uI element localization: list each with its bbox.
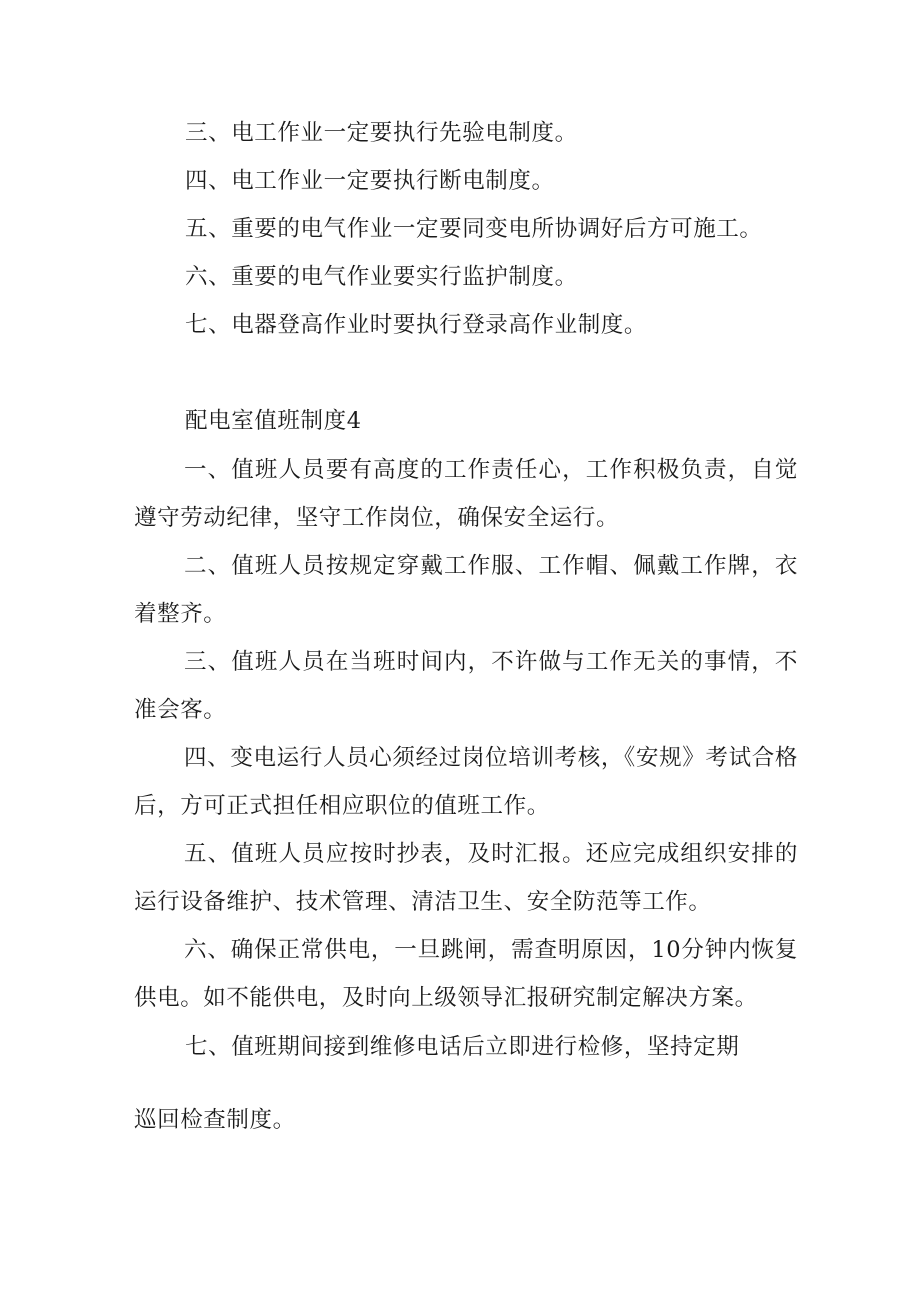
- previous-item-4: 四、电工作业一定要执行断电制度。: [185, 168, 555, 194]
- previous-item-5: 五、重要的电气作业一定要同变电所协调好后方可施工。: [185, 216, 763, 242]
- rule-paragraph-4: 四、变电运行人员心须经过岗位培训考核，《安规》考试合格后，方可正式担任相应职位的值班工作。: [134, 745, 798, 819]
- rule-paragraph-6: 六、确保正常供电，一旦跳闸，需查明原因，10分钟内恢复供电。如不能供电，及时向上级领导汇报研究制定解决方案。: [134, 937, 798, 1011]
- rule-paragraph-2: 二、值班人员按规定穿戴工作服、工作帽、佩戴工作牌，衣着整齐。: [134, 553, 798, 627]
- rule-paragraph-7-line2: 巡回检查制度。: [134, 1107, 296, 1133]
- rule-paragraph-5: 五、值班人员应按时抄表，及时汇报。还应完成组织安排的运行设备维护、技术管理、清洁卫生、安全防范等工作。: [134, 841, 798, 915]
- rule-paragraph-1: 一、值班人员要有高度的工作责任心，工作积极负责，自觉遵守劳动纪律，坚守工作岗位，确保安全运行。: [134, 457, 798, 531]
- previous-item-6: 六、重要的电气作业要实行监护制度。: [185, 264, 578, 290]
- previous-item-3: 三、电工作业一定要执行先验电制度。: [185, 120, 578, 146]
- rule-paragraph-7-line1: 七、值班期间接到维修电话后立即进行检修，坚持定期: [185, 1034, 740, 1060]
- section-title: 配电室值班制度4: [185, 408, 362, 434]
- rule-paragraph-3: 三、值班人员在当班时间内，不许做与工作无关的事情，不准会客。: [134, 649, 798, 723]
- previous-item-7: 七、电器登高作业时要执行登录高作业制度。: [185, 312, 648, 338]
